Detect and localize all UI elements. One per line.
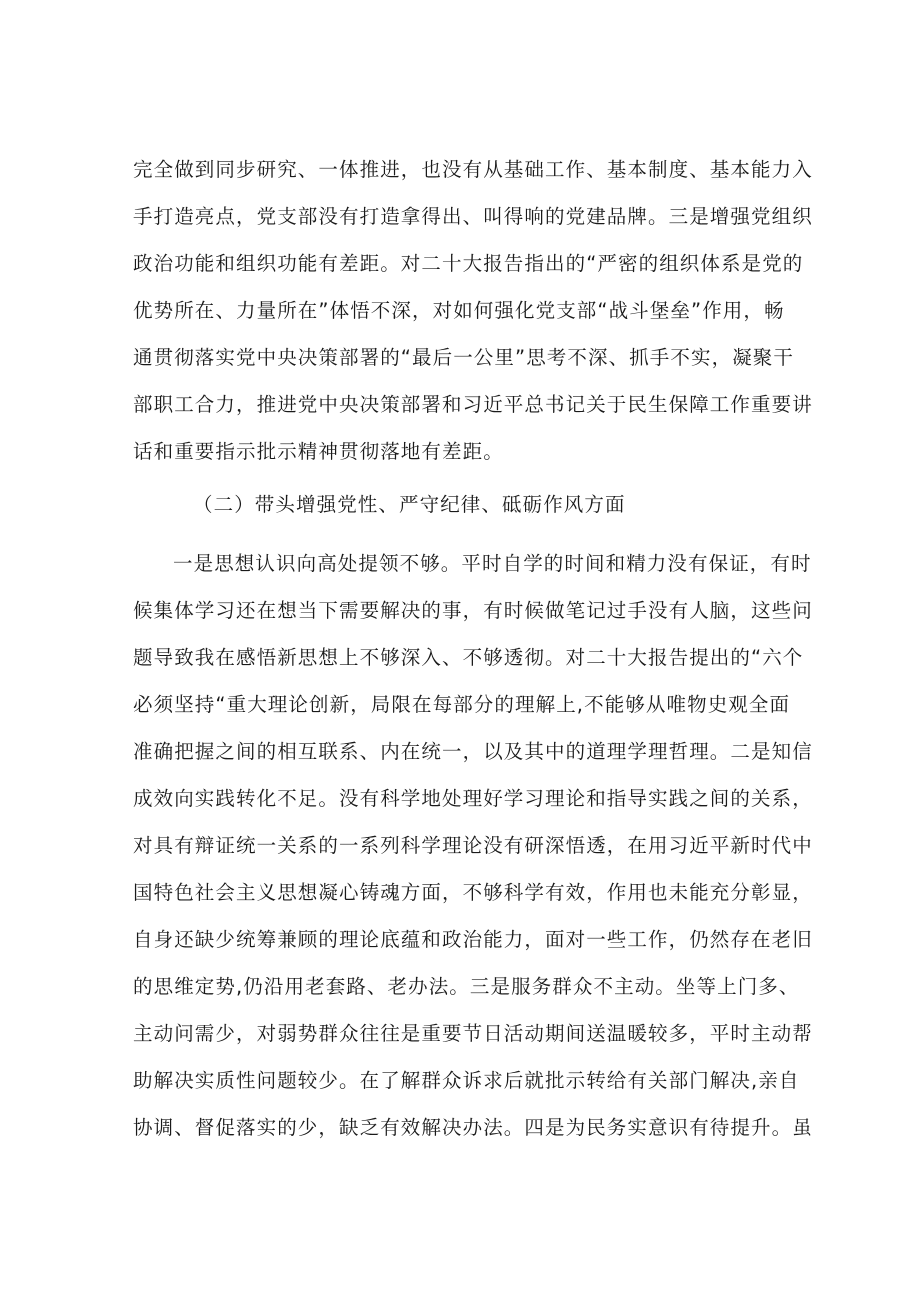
paragraph-2-line-10: 的思维定势,仍沿用老套路、老办法。三是服务群众不主动。坐等上门多、 [133,975,800,998]
paragraph-2-line-4: 必须坚持“重大理论创新，局限在每部分的理解上,不能够从唯物史观全面 [133,693,791,716]
paragraph-1-line-5: 通贯彻落实党中央决策部署的“最后一公里”思考不深、抓手不实，凝聚干 [133,346,795,369]
paragraph-2-line-6: 成效向实践转化不足。没有科学地处理好学习理论和指导实践之间的关系， [133,787,813,810]
paragraph-1-line-6: 部职工合力，推进党中央决策部署和习近平总书记关于民生保障工作重要讲 [133,393,813,416]
paragraph-2-line-7: 对具有辩证统一关系的一系列科学理论没有研深悟透，在用习近平新时代中 [133,834,813,857]
paragraph-2-line-11: 主动问需少，对弱势群众往往是重要节日活动期间送温暖较多，平时主动帮 [133,1022,813,1045]
paragraph-2-line-13: 协调、督促落实的少，缺乏有效解决办法。四是为民务实意识有待提升。虽 [133,1116,813,1139]
section-heading: （二）带头增强党性、严守纪律、砥砺作风方面 [193,493,626,516]
paragraph-1-line-3: 政治功能和组织功能有差距。对二十大报告指出的“严密的组织体系是党的 [133,252,804,275]
paragraph-2-line-3: 题导致我在感悟新思想上不够深入、不够透彻。对二十大报告提出的“六个 [133,646,804,669]
paragraph-2-line-8: 国特色社会主义思想凝心铸魂方面，不够科学有效，作用也未能充分彰显， [133,881,813,904]
paragraph-2-line-1: 一是思想认识向高处提领不够。平时自学的时间和精力没有保证，有时 [173,552,812,575]
paragraph-2-line-2: 候集体学习还在想当下需要解决的事，有时候做笔记过手没有人脑，这些问 [133,599,813,622]
paragraph-1-line-2: 手打造亮点，党支部没有打造拿得出、叫得响的党建品牌。三是增强党组织 [133,205,813,228]
paragraph-1-line-7: 话和重要指示批示精神贯彻落地有差距。 [133,440,504,463]
paragraph-2-line-12: 助解决实质性问题较少。在了解群众诉求后就批示转给有关部门解决,亲自 [133,1069,800,1092]
paragraph-1-line-4: 优势所在、力量所在”体悟不深，对如何强化党支部“战斗堡垒”作用，畅 [133,299,785,322]
paragraph-2-line-9: 自身还缺少统筹兼顾的理论底蕴和政治能力，面对一些工作，仍然存在老旧 [133,928,813,951]
paragraph-1-line-1: 完全做到同步研究、一体推进，也没有从基础工作、基本制度、基本能力入 [133,158,813,181]
paragraph-2-line-5: 准确把握之间的相互联系、内在统一，以及其中的道理学理哲理。二是知信 [133,740,813,763]
